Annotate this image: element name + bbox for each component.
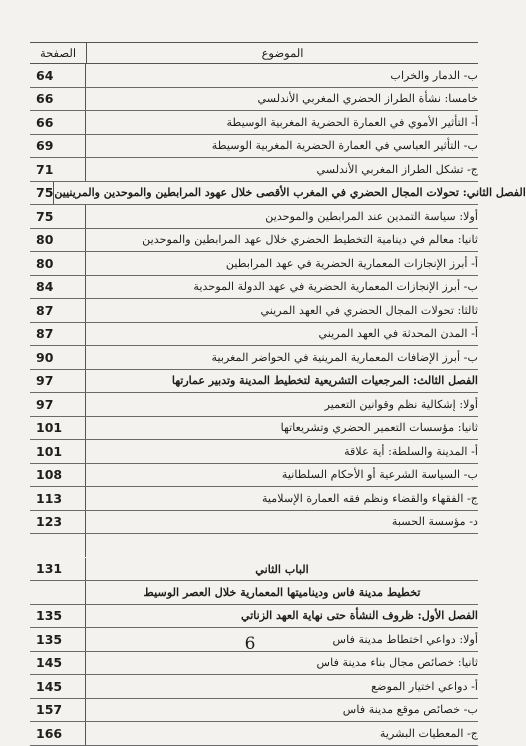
toc-page: 145: [30, 652, 86, 675]
toc-header: [30, 43, 478, 64]
toc-page: 75: [30, 182, 54, 205]
toc-text: أ- أبرز الإنجازات المعمارية الحضرية في عهد المرابطين: [225, 256, 478, 270]
toc-row: [30, 722, 478, 746]
toc-page: 101: [30, 440, 86, 463]
toc-text: خامسا: نشأة الطراز الحضري المغربي الأندلسي: [257, 92, 478, 106]
toc-row: [30, 205, 478, 229]
toc-chapter-title: الفصل الثاني: تحولات المجال الحضري في المغرب الأقصى خلال عهود المرابطين والموحدين والمرينيين: [54, 186, 526, 200]
toc-text: ب- الدمار والخراب: [390, 68, 478, 82]
toc-page: 101: [30, 417, 86, 440]
toc-chapter-row: [30, 370, 478, 394]
toc-chapter-row: [30, 182, 526, 206]
toc-row: [30, 675, 478, 699]
toc-part-subtitle: تخطيط مدينة فاس وديناميتها المعمارية خلال العصر الوسيط: [143, 585, 421, 600]
toc-row: [30, 699, 478, 723]
toc-page: 90: [30, 346, 86, 369]
toc-text: ب- خصائص موقع مدينة فاس: [342, 703, 478, 717]
toc-row: [30, 88, 478, 112]
toc-page: 131: [30, 558, 86, 581]
toc-page: 123: [30, 511, 86, 534]
toc-row: [30, 229, 478, 253]
toc-text: ب- أبرز الإضافات المعمارية المرينية في الحواضر المغربية: [211, 350, 478, 364]
toc-text: أ- المدينة والسلطة: أية علاقة: [344, 444, 478, 458]
toc-row: [30, 393, 478, 417]
toc-page: 113: [30, 487, 86, 510]
toc-text: ثانيا: مؤسسات التعمير الحضري وتشريعاتها: [280, 421, 478, 435]
toc-text: د- مؤسسة الحسبة: [391, 515, 478, 529]
toc-spacer-row: [30, 534, 478, 558]
toc-page: 87: [30, 299, 86, 322]
toc-page: 97: [30, 370, 86, 393]
toc-row: [30, 158, 478, 182]
toc-row: [30, 417, 478, 441]
toc-row: [30, 276, 478, 300]
toc-page: 64: [30, 64, 86, 87]
toc-text: ثالثا: تحولات المجال الحضري في العهد المريني: [260, 303, 478, 317]
toc-page: 84: [30, 276, 86, 299]
toc-part-title: الباب الثاني: [255, 561, 309, 576]
toc-row: [30, 440, 478, 464]
toc-page: 145: [30, 675, 86, 698]
toc-text: أولا: إشكالية نظم وقوانين التعمير: [324, 397, 478, 411]
toc-page: 69: [30, 135, 86, 158]
toc-page: 66: [30, 88, 86, 111]
toc-row: [30, 135, 478, 159]
toc-row: [30, 487, 478, 511]
toc-text: ثانيا: معالم في دينامية التخطيط الحضري خلال عهد المرابطين والموحدين: [142, 233, 478, 247]
toc-page: 87: [30, 323, 86, 346]
toc-page: 80: [30, 229, 86, 252]
toc-text: أولا: سياسة التمدين عند المرابطين والموحدين: [265, 209, 478, 223]
toc-text: ج- المعطيات البشرية: [379, 726, 478, 740]
toc-part-row: [30, 558, 478, 582]
toc-row: [30, 346, 478, 370]
toc-row: [30, 64, 478, 88]
toc-page: 75: [30, 205, 86, 228]
toc-page: 135: [30, 628, 86, 651]
toc-page: 157: [30, 699, 86, 722]
page-column-header: الصفحة: [30, 43, 87, 63]
toc-page: [30, 534, 86, 557]
toc-row: [30, 111, 478, 135]
toc-page: [30, 581, 86, 604]
toc-row: [30, 252, 478, 276]
toc-text: أولا: دواعي اختطاط مدينة فاس: [332, 632, 478, 646]
toc-chapter-row: [30, 605, 478, 629]
toc-row: [30, 464, 478, 488]
toc-row: [30, 299, 478, 323]
toc-page: 71: [30, 158, 86, 181]
toc-text: ج- الفقهاء والقضاء ونظم فقه العمارة الإسلامية: [261, 491, 478, 505]
toc-text: ب- السياسة الشرعية أو الأحكام السلطانية: [281, 468, 478, 482]
toc-chapter-title: الفصل الثالث: المرجعيات التشريعية لتخطيط المدينة وتدبير عمارتها: [171, 374, 478, 388]
toc-page: 80: [30, 252, 86, 275]
toc-text: ج- تشكل الطراز المغربي الأندلسي: [316, 162, 478, 176]
toc-text: أ- المدن المحدثة في العهد المريني: [318, 327, 478, 341]
toc-page: 97: [30, 393, 86, 416]
toc-text: أ- دواعي اختيار الموضع: [371, 679, 478, 693]
toc-page: 166: [30, 722, 86, 745]
toc-text: أ- التأثير الأموي في العمارة الحضرية المغربية الوسيطة: [226, 115, 478, 129]
toc-row: [30, 652, 478, 676]
toc-text: ب- التأثير العباسي في العمارة الحضرية المغربية الوسيطة: [211, 139, 478, 153]
toc-row: [30, 323, 478, 347]
topic-column-header: الموضوع: [261, 46, 304, 60]
toc-page: 135: [30, 605, 86, 628]
page-number: 6: [244, 634, 256, 654]
toc-page: 66: [30, 111, 86, 134]
toc-text: ب- أبرز الإنجازات المعمارية الحضرية في عهد الدولة الموحدية: [193, 280, 478, 294]
toc-row: [30, 511, 478, 535]
toc-part-subtitle-row: [30, 581, 478, 605]
toc-text: ثانيا: خصائص مجال بناء مدينة فاس: [316, 656, 478, 670]
toc-chapter-title: الفصل الأول: ظروف النشأة حتى نهاية العهد الزناتي: [241, 609, 478, 623]
toc-page: 108: [30, 464, 86, 487]
